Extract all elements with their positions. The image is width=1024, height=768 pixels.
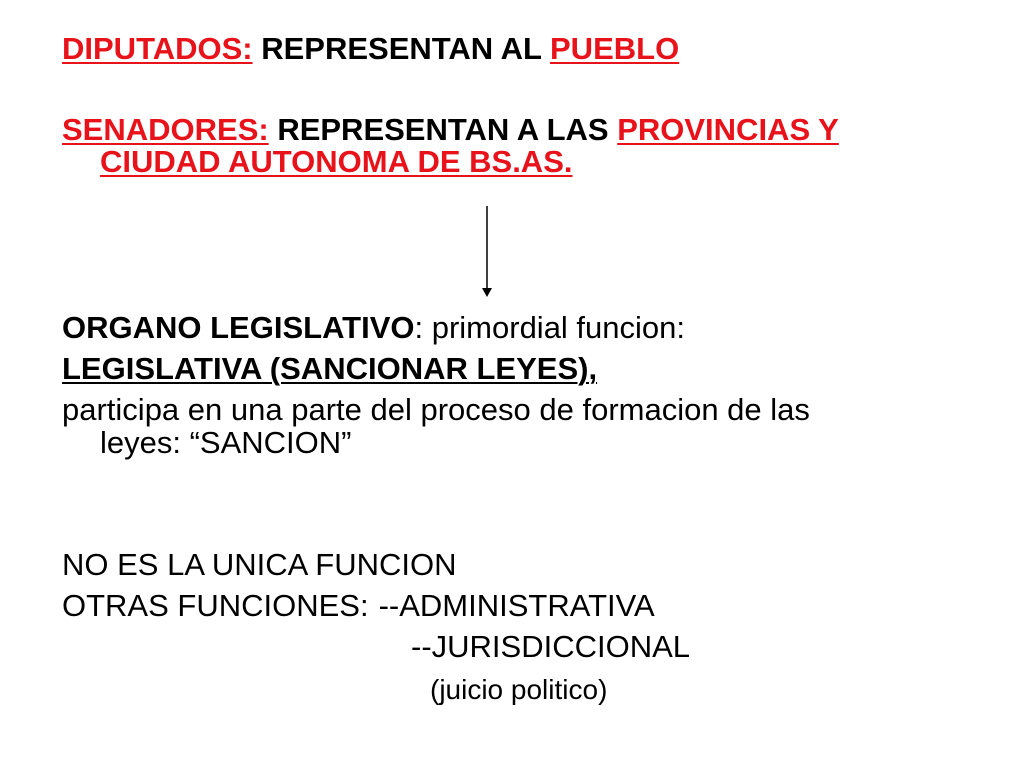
func1: --ADMINISTRATIVA	[378, 588, 655, 623]
func2-line	[411, 630, 690, 664]
diputados-target: PUEBLO	[550, 31, 680, 66]
otras-label: OTRAS FUNCIONES:	[62, 588, 369, 623]
no-unica-line	[62, 548, 456, 582]
senadores-label: SENADORES:	[62, 112, 269, 147]
senadores-text: REPRESENTAN A LAS	[268, 112, 618, 147]
func2: --JURISDICCIONAL	[411, 629, 691, 664]
function-line	[62, 352, 597, 386]
senadores-target-line1: PROVINCIAS Y	[617, 112, 839, 147]
organo-text: : primordial funcion:	[414, 310, 686, 345]
detail-line	[62, 393, 810, 427]
diputados-label: DIPUTADOS:	[62, 31, 253, 66]
function-label: LEGISLATIVA (SANCIONAR LEYES),	[62, 351, 598, 386]
otras-line	[62, 589, 655, 623]
diputados-text: REPRESENTAN AL	[252, 31, 550, 66]
senadores-target-line2: CIUDAD AUTONOMA DE BS.AS.	[100, 144, 573, 179]
organo-line	[62, 311, 685, 345]
organo-label: ORGANO LEGISLATIVO	[62, 310, 415, 345]
func2-note: (juicio politico)	[430, 674, 608, 705]
func2-note-line	[430, 673, 607, 707]
detail-continuation	[100, 426, 351, 460]
detail-line1: participa en una parte del proceso de formacion de las	[62, 392, 810, 427]
no-unica-text: NO ES LA UNICA FUNCION	[62, 547, 457, 582]
detail-line2: leyes: “SANCION”	[100, 425, 352, 460]
